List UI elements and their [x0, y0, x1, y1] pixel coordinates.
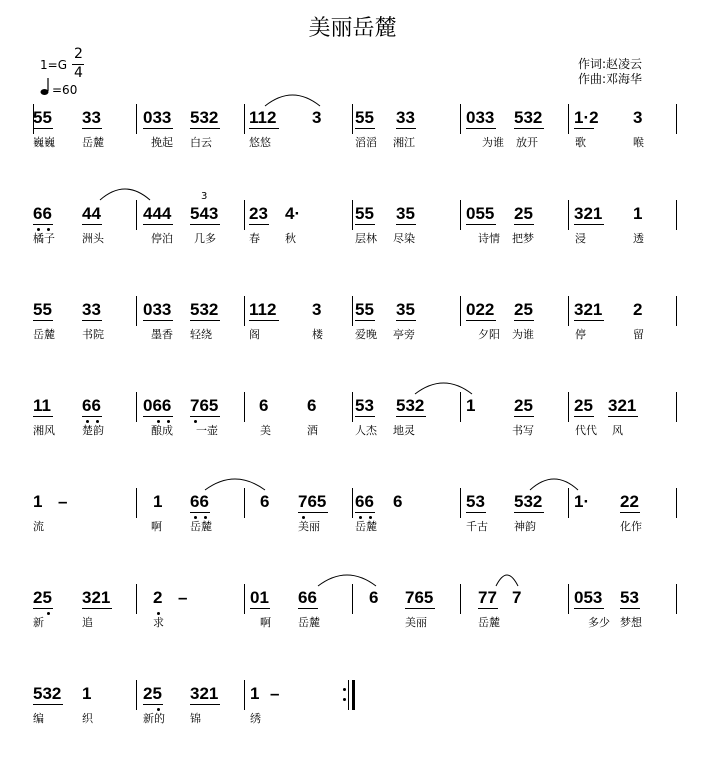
lyric-text: 轻绕 [190, 328, 212, 341]
note-group: 1 [33, 492, 43, 511]
lyric-text: 尽染 [393, 232, 415, 245]
lyric-text: 酿成 [151, 424, 173, 437]
note-group: 1 [466, 396, 476, 415]
lyric-text: 夕阳 [478, 328, 500, 341]
lyric-text: 书写 [512, 424, 534, 437]
note-group: 35 [396, 204, 415, 223]
note-group: – [270, 684, 280, 703]
note-group: 6 [260, 492, 270, 511]
lyric-text: 新的 [143, 712, 165, 725]
lyric-text: 湘江 [393, 136, 415, 149]
tempo-marking: =60 [52, 83, 78, 97]
note-group: 066 [143, 396, 172, 415]
note-group: 532 [190, 108, 219, 127]
lyric-text: 梦想 [620, 616, 642, 629]
note-group: 1 [250, 684, 260, 703]
lyric-text: 流 [33, 520, 44, 533]
lyric-text: 喉 [633, 136, 644, 149]
note-group: 66 [33, 204, 52, 223]
lyric-text: 诗情 [478, 232, 500, 245]
note-group: 66 [82, 396, 101, 415]
note-group: 321 [574, 204, 603, 223]
lyric-text: 爱晚 [355, 328, 377, 341]
lyric-text: 楚韵 [82, 424, 104, 437]
lyric-text: 楼 [312, 328, 323, 341]
note-group: 53 [620, 588, 639, 607]
note-group: 2 [633, 300, 643, 319]
lyric-text: 神韵 [514, 520, 536, 533]
note-group: 321 [574, 300, 603, 319]
note-group: 4· [285, 204, 301, 223]
note-group: 77 [478, 588, 497, 607]
note-group: 532 [514, 492, 543, 511]
lyric-text: 放开 [516, 136, 538, 149]
note-group: 1· [574, 492, 590, 511]
lyric-text: 多少 [588, 616, 610, 629]
lyric-text: 留 [633, 328, 644, 341]
lyric-text: 停泊 [151, 232, 173, 245]
lyric-text: 美丽 [298, 520, 320, 533]
note-group: 01 [250, 588, 269, 607]
lyric-text: 洲头 [82, 232, 104, 245]
note-group: 11 [33, 396, 51, 415]
note-group: 112 [249, 108, 277, 127]
note-group: 66 [190, 492, 209, 511]
slur-arc [265, 95, 320, 106]
lyric-text: 美 [260, 424, 271, 437]
slur-arc [496, 575, 518, 586]
lyric-text: 滔滔 [355, 136, 377, 149]
lyric-text: 巍巍 [33, 136, 55, 149]
note-group: 55 [355, 204, 374, 223]
note-group: 3 [312, 300, 322, 319]
note-group: 7 [512, 588, 522, 607]
lyric-text: 停 [575, 328, 586, 341]
lyric-text: 亭旁 [393, 328, 415, 341]
triplet-mark: 3 [201, 191, 208, 202]
note-group: 33 [82, 108, 101, 127]
composer-credit: 作曲:邓海华 [578, 72, 643, 86]
note-group: 25 [514, 396, 533, 415]
slur-arc [415, 383, 472, 394]
slur-arc [318, 575, 376, 586]
lyric-text: 透 [633, 232, 644, 245]
note-group: 033 [466, 108, 495, 127]
time-signature-bottom: 4 [74, 65, 83, 81]
lyric-text: 悠悠 [249, 136, 271, 149]
note-group: 444 [143, 204, 172, 223]
slur-arc [205, 479, 265, 490]
lyric-text: 千古 [466, 520, 488, 533]
slur-arc [530, 479, 578, 490]
lyric-text: 人杰 [355, 424, 377, 437]
lyric-text: 把梦 [512, 232, 534, 245]
lyric-text: 几多 [194, 232, 216, 245]
lyric-text: 岳麓 [298, 616, 320, 629]
lyric-text: 追 [82, 616, 93, 629]
note-group: 6 [369, 588, 379, 607]
lyric-text: 新 [33, 616, 44, 629]
note-group: 765 [298, 492, 327, 511]
lyric-text: 橘子 [33, 232, 55, 245]
lyric-text: 地灵 [393, 424, 415, 437]
note-group: 765 [190, 396, 219, 415]
note-group: 23 [249, 204, 268, 223]
lyric-text: 化作 [620, 520, 642, 533]
lyric-text: 书院 [82, 328, 104, 341]
note-group: 532 [396, 396, 425, 415]
note-group: 6 [307, 396, 317, 415]
note-group: 35 [396, 300, 415, 319]
note-group: 053 [574, 588, 603, 607]
note-group: 2 [153, 588, 163, 607]
lyric-text: 层林 [355, 232, 377, 245]
note-group: 3 [312, 108, 322, 127]
note-group: 6 [259, 396, 269, 415]
note-group: 25 [514, 204, 533, 223]
lyric-text: 挽起 [151, 136, 173, 149]
lyric-text: 酒 [307, 424, 318, 437]
note-group: – [178, 588, 188, 607]
note-group: 3 [633, 108, 643, 127]
key-signature: 1=G [40, 58, 67, 72]
note-group: 532 [514, 108, 543, 127]
note-group: 321 [190, 684, 219, 703]
note-group: 033 [143, 108, 172, 127]
song-title: 美丽岳麓 [308, 16, 397, 41]
note-group: 25 [33, 588, 52, 607]
lyric-text: 秋 [285, 232, 296, 245]
lyric-text: 岳麓 [33, 328, 55, 341]
note-group: 1 [633, 204, 643, 223]
lyric-text: 锦 [190, 712, 201, 725]
note-group: 532 [33, 684, 62, 703]
note-group: 66 [355, 492, 374, 511]
lyric-text: 湘风 [33, 424, 55, 437]
note-group: 022 [466, 300, 495, 319]
note-group: 543 [190, 204, 219, 223]
note-group: – [58, 492, 68, 511]
note-group: 53 [466, 492, 485, 511]
note-group: 55 [33, 108, 52, 127]
note-group: 055 [466, 204, 495, 223]
lyricist-credit: 作词:赵凌云 [578, 57, 643, 71]
lyric-text: 风 [612, 424, 623, 437]
lyric-text: 美丽 [405, 616, 427, 629]
lyric-text: 啊 [151, 520, 162, 533]
lyric-text: 织 [82, 712, 93, 725]
note-group: 1 [82, 684, 92, 703]
note-group: 25 [143, 684, 162, 703]
note-group: 22 [620, 492, 639, 511]
note-group: 1·2 [574, 108, 599, 127]
note-group: 25 [514, 300, 533, 319]
lyric-text: 浸 [575, 232, 586, 245]
lyric-text: 春 [249, 232, 260, 245]
note-group: 55 [33, 300, 52, 319]
lyric-text: 岳麓 [355, 520, 377, 533]
lyric-text: 为谁 [512, 328, 534, 341]
lyric-text: 编 [33, 712, 44, 725]
note-group: 1 [153, 492, 163, 511]
note-group: 55 [355, 108, 374, 127]
lyric-text: 绣 [250, 712, 261, 725]
note-group: 33 [396, 108, 415, 127]
lyric-text: 一壶 [196, 424, 218, 437]
note-group: 53 [355, 396, 374, 415]
note-group: 532 [190, 300, 219, 319]
note-group: 44 [82, 204, 101, 223]
note-group: 6 [393, 492, 403, 511]
lyric-text: 岳麓 [478, 616, 500, 629]
note-group: 033 [143, 300, 172, 319]
note-group: 55 [355, 300, 374, 319]
note-group: 321 [82, 588, 111, 607]
lyric-text: 岳麓 [190, 520, 212, 533]
lyric-text: 求 [153, 616, 164, 629]
note-group: 25 [574, 396, 593, 415]
note-group: 321 [608, 396, 637, 415]
lyric-text: 阁 [249, 328, 260, 341]
lyric-text: 啊 [260, 616, 271, 629]
slur-arc [100, 189, 150, 200]
note-group: 66 [298, 588, 317, 607]
lyric-text: 白云 [190, 136, 212, 149]
time-signature-top: 2 [74, 46, 83, 62]
lyric-text: 代代 [575, 424, 597, 437]
lyric-text: 歌 [575, 136, 586, 149]
lyric-text: 墨香 [151, 328, 173, 341]
lyric-text: 岳麓 [82, 136, 104, 149]
lyric-text: 为谁 [482, 136, 504, 149]
note-group: 33 [82, 300, 101, 319]
note-group: 112 [249, 300, 277, 319]
note-group: 765 [405, 588, 434, 607]
